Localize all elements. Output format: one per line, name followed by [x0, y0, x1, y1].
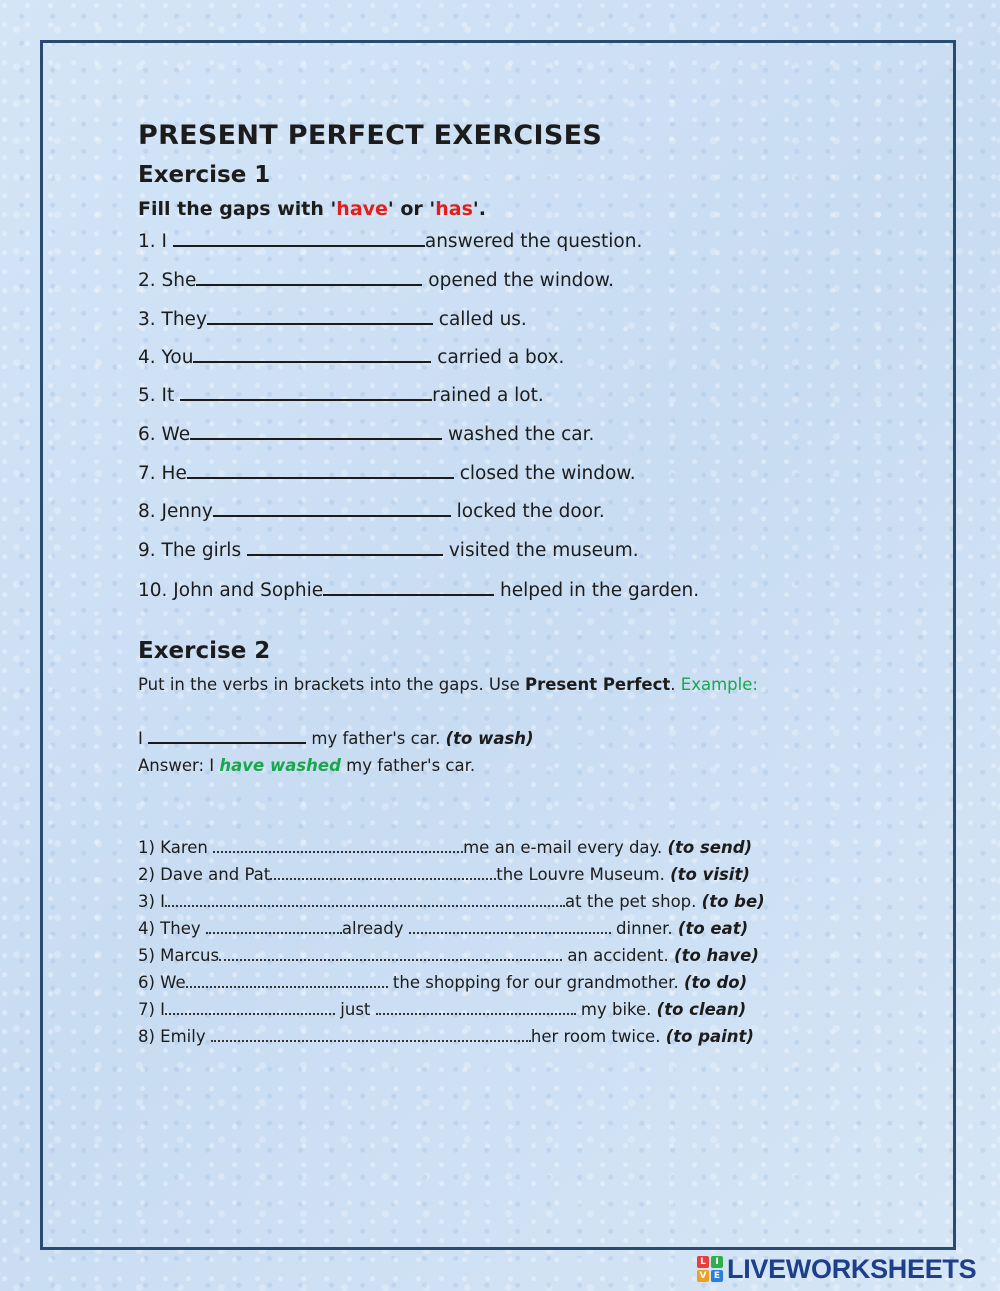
example-label: Example: — [675, 675, 758, 694]
verb-hint: (to be) — [701, 892, 765, 911]
item-rest: helped in the garden. — [494, 580, 700, 601]
verb-hint: (to do) — [683, 973, 748, 992]
exercise1-item — [138, 461, 636, 484]
exercise2-item — [138, 973, 747, 992]
item-rest: carried a box. — [431, 347, 565, 368]
answer-rest: my father's car. — [340, 756, 476, 775]
answer-blank[interactable] — [211, 1028, 531, 1042]
item-subject: 6. We — [138, 424, 191, 445]
instruction-text: Fill the gaps with ' — [138, 198, 337, 220]
item-rest: closed the window. — [453, 463, 636, 484]
item-subject: 5) Marcus — [138, 946, 220, 965]
answer-blank[interactable] — [190, 422, 442, 440]
example-subject: I — [138, 729, 149, 748]
exercise1-heading: Exercise 1 — [138, 162, 271, 188]
item-rest: at the pet shop. — [565, 892, 702, 911]
verb-hint: (to visit) — [670, 865, 750, 884]
answer-blank[interactable] — [213, 839, 463, 853]
item-subject: 1) Karen — [138, 838, 214, 857]
item-rest: answered the question. — [424, 231, 643, 252]
answer-blank[interactable] — [206, 920, 342, 934]
example-line — [138, 729, 534, 748]
page-title: PRESENT PERFECT EXERCISES — [138, 120, 603, 151]
exercise1-item — [138, 578, 699, 601]
answer-blank[interactable] — [173, 229, 425, 247]
exercise1-instruction — [138, 198, 486, 220]
item-rest: locked the door. — [450, 501, 605, 522]
item-subject: 1. I — [138, 231, 173, 252]
item-rest: my bike. — [575, 1000, 657, 1019]
answer-blank[interactable] — [193, 345, 431, 363]
logo-cubes-icon — [697, 1256, 723, 1282]
exercise2-item — [138, 865, 750, 884]
answer-blank[interactable] — [180, 383, 432, 401]
item-adverb: already — [341, 919, 409, 938]
answer-blank[interactable] — [165, 1001, 335, 1015]
example-rest: my father's car. — [306, 729, 446, 748]
exercise2-item — [138, 946, 759, 965]
exercise2-heading: Exercise 2 — [138, 638, 271, 664]
answer-blank[interactable] — [323, 578, 494, 596]
exercise1-item — [138, 383, 544, 406]
instruction-text: Put in the verbs in brackets into the gaps. Use — [138, 675, 526, 694]
item-rest: her room twice. — [530, 1027, 666, 1046]
item-subject: 9. The girls — [138, 540, 247, 561]
item-rest: the Louvre Museum. — [496, 865, 671, 884]
exercise1-item — [138, 229, 642, 252]
exercise2-instruction — [138, 675, 758, 694]
answer-blank[interactable] — [207, 307, 433, 325]
item-rest: rained a lot. — [432, 385, 544, 406]
item-subject: 8. Jenny — [138, 501, 213, 522]
exercise1-item — [138, 499, 605, 522]
exercise2-item — [138, 1000, 746, 1019]
answer-label: Answer: I — [138, 756, 220, 775]
liveworksheets-logo — [697, 1254, 976, 1284]
example-blank — [148, 729, 306, 744]
logo-text: LIVEWORKSHEETS — [727, 1253, 977, 1284]
instruction-text: . — [670, 675, 676, 694]
verb-hint: (to clean) — [656, 1000, 747, 1019]
answer-blank[interactable] — [247, 538, 443, 556]
item-subject: 3. They — [138, 309, 207, 330]
logo-cube: I — [711, 1256, 723, 1268]
exercise1-item — [138, 422, 594, 445]
item-adverb: just — [335, 1000, 376, 1019]
item-subject: 10. John and Sophie — [138, 580, 324, 601]
verb-hint: (to paint) — [665, 1027, 754, 1046]
answer-blank[interactable] — [409, 920, 611, 934]
answer-blank[interactable] — [376, 1001, 576, 1015]
logo-cube: L — [697, 1256, 709, 1268]
answer-blank[interactable] — [196, 268, 422, 286]
item-rest: washed the car. — [442, 424, 595, 445]
have-word: have — [336, 198, 388, 220]
item-subject: 6) We — [138, 973, 186, 992]
verb-hint: (to eat) — [677, 919, 749, 938]
item-subject: 7) I — [138, 1000, 166, 1019]
answer-blank[interactable] — [270, 866, 496, 880]
item-rest: called us. — [432, 309, 527, 330]
answer-blank[interactable] — [186, 974, 388, 988]
exercise1-item — [138, 345, 564, 368]
answer-blank[interactable] — [165, 893, 565, 907]
example-hint: (to wash) — [445, 729, 534, 748]
item-subject: 8) Emily — [138, 1027, 211, 1046]
exercise2-item — [138, 1027, 754, 1046]
exercise2-item — [138, 838, 752, 857]
logo-cube: V — [697, 1270, 709, 1282]
answer-blank[interactable] — [187, 461, 454, 479]
instruction-tense: Present Perfect — [525, 675, 671, 694]
verb-hint: (to have) — [674, 946, 759, 965]
item-subject: 7. He — [138, 463, 187, 484]
item-rest: the shopping for our grandmother. — [387, 973, 684, 992]
logo-cube: E — [711, 1270, 723, 1282]
answer-line — [138, 756, 475, 775]
instruction-text: '. — [472, 198, 486, 220]
item-subject: 5. It — [138, 385, 181, 406]
item-subject: 4) They — [138, 919, 206, 938]
verb-hint: (to send) — [667, 838, 753, 857]
item-rest: dinner. — [610, 919, 678, 938]
exercise1-item — [138, 538, 639, 561]
exercise2-item — [138, 919, 748, 938]
exercise1-item — [138, 268, 614, 291]
has-word: has — [435, 198, 473, 220]
item-subject: 4. You — [138, 347, 194, 368]
exercise1-item — [138, 307, 527, 330]
exercise2-item — [138, 892, 765, 911]
item-rest: an accident. — [562, 946, 675, 965]
answer-blank[interactable] — [219, 947, 562, 961]
instruction-text: ' or ' — [387, 198, 436, 220]
item-subject: 3) I — [138, 892, 166, 911]
answer-blank[interactable] — [213, 499, 451, 517]
item-subject: 2) Dave and Pat — [138, 865, 271, 884]
item-subject: 2. She — [138, 270, 197, 291]
item-rest: me an e-mail every day. — [463, 838, 668, 857]
item-rest: visited the museum. — [442, 540, 639, 561]
item-rest: opened the window. — [422, 270, 615, 291]
answer-example: have washed — [219, 756, 341, 775]
